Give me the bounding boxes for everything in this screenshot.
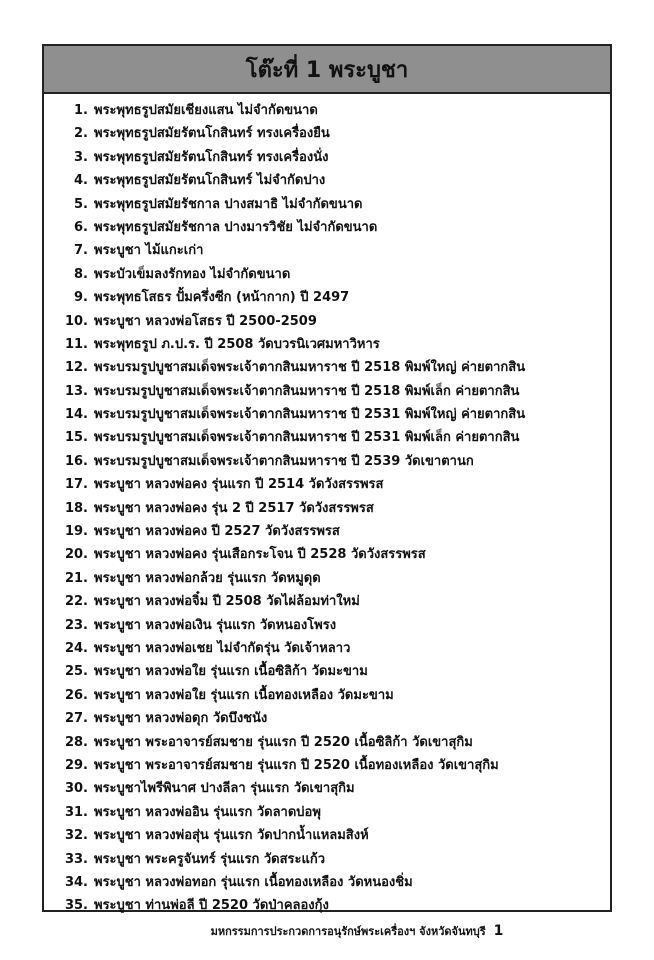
item-number: 26. xyxy=(64,687,88,703)
list-item xyxy=(56,614,604,637)
item-number: 31. xyxy=(64,804,88,820)
list-item xyxy=(56,333,604,356)
item-number: 8. xyxy=(74,266,88,282)
item-text: พระบูชา หลวงพ่อโสธร ปี 2500-2509 xyxy=(94,313,317,329)
list-item xyxy=(56,520,604,543)
item-text: พระบรมรูปบูชาสมเด็จพระเจ้าตากสินมหาราช ปี 2539 วัดเขาตานก xyxy=(94,453,474,469)
item-text: พระพุทธรูปสมัยเชียงแสน ไม่จำกัดขนาด xyxy=(94,103,318,118)
item-text: พระบรมรูปบูชาสมเด็จพระเจ้าตากสินมหาราช ปี 2531 พิมพ์เล็ก ค่ายตากสิน xyxy=(94,430,520,446)
list-item xyxy=(56,660,604,683)
item-text: พระพุทธโสธร ปั้มครึ่งซีก (หน้ากาก) ปี 2497 xyxy=(94,290,350,306)
item-text: พระบูชา ท่านพ่อลี ปี 2520 วัดป่าคลองกุ้ง xyxy=(94,898,329,914)
item-text: พระบูชา หลวงพ่อคง รุ่นเสือกระโจน ปี 2528 วัดวังสรรพรส xyxy=(94,547,426,563)
item-list xyxy=(56,99,604,918)
list-item xyxy=(56,754,604,777)
list-item xyxy=(56,567,604,590)
list-item xyxy=(56,263,604,286)
list-item xyxy=(56,122,604,145)
item-number: 34. xyxy=(64,874,88,890)
list-item xyxy=(56,497,604,520)
item-text: พระบูชา หลวงพ่อทอก รุ่นแรก เนื้อทองเหลือง วัดหนองชิ่ม xyxy=(94,874,413,890)
list-item xyxy=(56,146,604,169)
item-text: พระบูชา หลวงพ่ออิน รุ่นแรก วัดลาดบ่อพุ xyxy=(94,804,321,820)
list-item xyxy=(56,169,604,192)
item-number: 21. xyxy=(64,570,88,586)
list-item xyxy=(56,871,604,894)
item-number: 27. xyxy=(64,711,88,727)
list-item xyxy=(56,356,604,379)
item-text: พระบูชา หลวงพ่อใย รุ่นแรก เนื้อซิลิก้า วัดมะขาม xyxy=(94,664,368,680)
list-item xyxy=(56,286,604,309)
list-item xyxy=(56,193,604,216)
item-number: 29. xyxy=(64,757,88,773)
item-number: 19. xyxy=(64,524,88,540)
item-number: 17. xyxy=(64,477,88,493)
item-number: 3. xyxy=(74,149,88,165)
list-item xyxy=(56,848,604,871)
page-title: โต๊ะที่ 1 พระบูชา xyxy=(245,57,409,83)
item-number: 24. xyxy=(64,640,88,656)
list-item xyxy=(56,777,604,800)
item-text: พระบัวเข็มลงรักทอง ไม่จำกัดขนาด xyxy=(94,266,291,282)
item-number: 32. xyxy=(64,828,88,844)
item-number: 33. xyxy=(64,851,88,867)
list-item xyxy=(56,403,604,426)
table-header xyxy=(44,46,610,94)
item-text: พระบูชา พระอาจารย์สมชาย รุ่นแรก ปี 2520 เนื้อทองเหลือง วัดเขาสุกิม xyxy=(94,757,499,773)
list-item xyxy=(56,590,604,613)
item-number: 15. xyxy=(64,430,88,446)
item-number: 13. xyxy=(64,383,88,399)
list-item xyxy=(56,684,604,707)
list-item xyxy=(56,426,604,449)
item-number: 25. xyxy=(64,664,88,680)
list-item xyxy=(56,801,604,824)
list-item xyxy=(56,239,604,262)
page-number: 1 xyxy=(493,923,504,939)
list-item xyxy=(56,637,604,660)
item-number: 20. xyxy=(64,547,88,563)
item-text: พระพุทธรูปสมัยรัชกาล ปางสมาธิ ไม่จำกัดขนาด xyxy=(94,196,363,212)
item-text: พระบูชา พระครูจันทร์ รุ่นแรก วัดสระแก้ว xyxy=(94,851,326,867)
item-number: 5. xyxy=(74,196,88,212)
list-item xyxy=(56,473,604,496)
item-text: พระบูชา หลวงพ่อเงิน รุ่นแรก วัดหนองโพรง xyxy=(94,617,337,633)
list-item xyxy=(56,707,604,730)
list-item xyxy=(56,450,604,473)
item-text: พระพุทธรูปสมัยรัตนโกสินทร์ ทรงเครื่องยืน xyxy=(94,126,330,142)
item-number: 28. xyxy=(64,734,88,750)
item-text: พระพุทธรูปสมัยรัตนโกสินทร์ ทรงเครื่องนั่ง xyxy=(94,149,329,165)
item-number: 18. xyxy=(64,500,88,516)
item-text: พระบูชา หลวงพ่อคง รุ่น 2 ปี 2517 วัดวังสรรพรส xyxy=(94,500,374,516)
item-text: พระบูชา หลวงพ่อคง รุ่นแรก ปี 2514 วัดวังสรรพรส xyxy=(94,477,384,493)
list-item xyxy=(56,380,604,403)
item-number: 4. xyxy=(74,173,88,189)
item-number: 10. xyxy=(64,313,88,329)
item-text: พระพุทธรูป ภ.ป.ร. ปี 2508 วัดบวรนิเวศมหาวิหาร xyxy=(94,336,380,352)
list-item xyxy=(56,543,604,566)
item-text: พระบูชาไพรีพินาศ ปางลีลา รุ่นแรก วัดเขาสุกิม xyxy=(94,781,355,797)
page-footer xyxy=(0,918,654,944)
item-text: พระบูชา พระอาจารย์สมชาย รุ่นแรก ปี 2520 เนื้อซิลิก้า วัดเขาสุกิม xyxy=(94,734,473,750)
list-item xyxy=(56,310,604,333)
item-text: พระพุทธรูปสมัยรัตนโกสินทร์ ไม่จำกัดปาง xyxy=(94,173,326,189)
item-text: พระบรมรูปบูชาสมเด็จพระเจ้าตากสินมหาราช ปี 2518 พิมพ์ใหญ่ ค่ายตากสิน xyxy=(94,360,526,376)
item-text: พระบรมรูปบูชาสมเด็จพระเจ้าตากสินมหาราช ปี 2518 พิมพ์เล็ก ค่ายตากสิน xyxy=(94,383,520,399)
item-text: พระบูชา หลวงพ่อเชย ไม่จำกัดรุ่น วัดเจ้าหลาว xyxy=(94,640,351,656)
item-number: 12. xyxy=(64,360,88,376)
item-number: 6. xyxy=(74,219,88,235)
footer-text: มหกรรมการประกวดการอนุรักษ์พระเครื่องฯ จังหวัดจันทบุรี xyxy=(210,925,486,938)
item-number: 1. xyxy=(74,103,88,118)
list-item xyxy=(56,99,604,122)
item-text: พระบูชา ไม้แกะเก่า xyxy=(94,243,204,259)
item-text: พระพุทธรูปสมัยรัชกาล ปางมารวิชัย ไม่จำกัดขนาด xyxy=(94,219,378,235)
item-text: พระบูชา หลวงพ่อสุ่น รุ่นแรก วัดปากน้ำแหลมสิงห์ xyxy=(94,828,369,844)
item-number: 35. xyxy=(64,898,88,914)
list-item xyxy=(56,216,604,239)
item-text: พระบรมรูปบูชาสมเด็จพระเจ้าตากสินมหาราช ปี 2531 พิมพ์ใหญ่ ค่ายตากสิน xyxy=(94,407,526,423)
list-item xyxy=(56,731,604,754)
list-item xyxy=(56,824,604,847)
item-text: พระบูชา หลวงพ่อคง ปี 2527 วัดวังสรรพรส xyxy=(94,524,340,540)
item-number: 11. xyxy=(64,336,88,352)
item-number: 2. xyxy=(74,126,88,142)
item-number: 9. xyxy=(74,290,88,306)
item-number: 22. xyxy=(64,594,88,610)
item-text: พระบูชา หลวงพ่อใย รุ่นแรก เนื้อทองเหลือง วัดมะขาม xyxy=(94,687,394,703)
item-text: พระบูชา หลวงพ่อกล้วย รุ่นแรก วัดหมูดุด xyxy=(94,570,321,586)
item-number: 7. xyxy=(74,243,88,259)
item-text: พระบูชา หลวงพ่อดุก วัดบึงชนัง xyxy=(94,711,268,727)
item-number: 16. xyxy=(64,453,88,469)
item-number: 30. xyxy=(64,781,88,797)
item-number: 14. xyxy=(64,407,88,423)
document-frame xyxy=(42,44,612,912)
item-text: พระบูชา หลวงพ่อจิ๋ม ปี 2508 วัดไผ่ล้อมท่าใหม่ xyxy=(94,594,360,610)
item-number: 23. xyxy=(64,617,88,633)
list-item xyxy=(56,894,604,917)
